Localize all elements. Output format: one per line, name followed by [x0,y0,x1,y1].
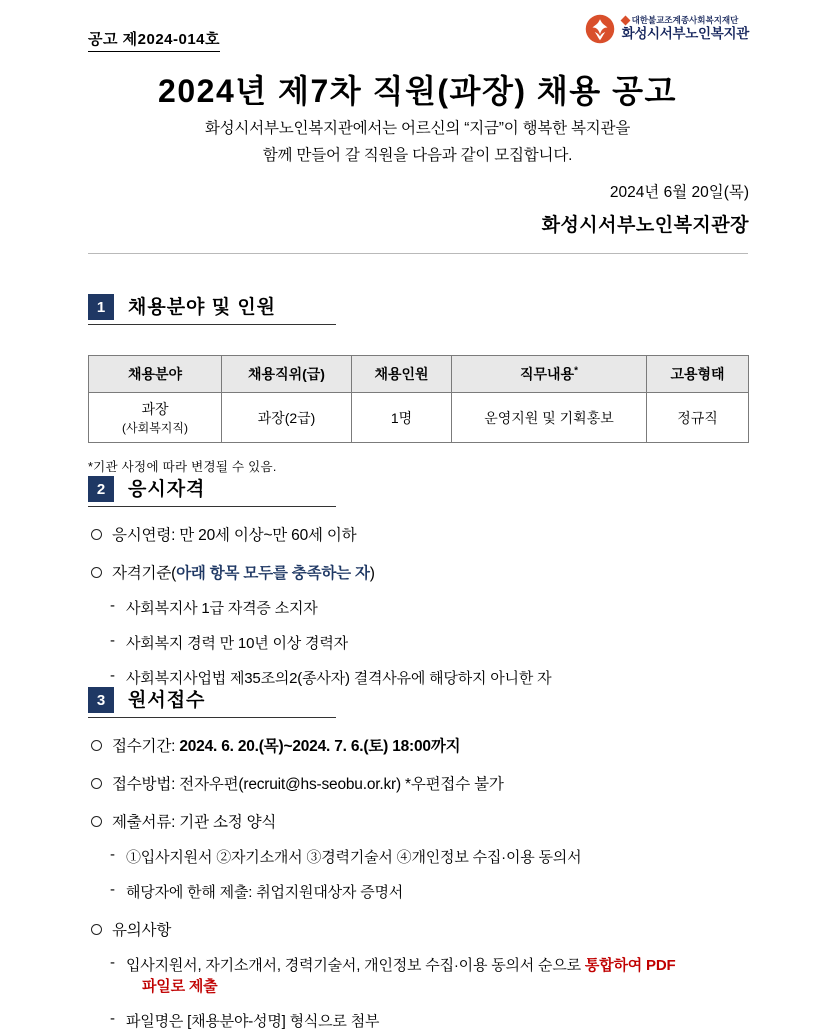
list-item: - 사회복지사업법 제35조의2(종사자) 결격사유에 해당하지 아니한 자 [88,667,788,688]
foundation-name: 대한불교조계종사회복지재단 [631,15,739,26]
section-qualifications [88,474,788,688]
announcement-date: 2024년 6월 20일(목) [609,184,749,201]
col-header-employment: 고용형태 [647,356,749,393]
cell-field-line1: 과장 [141,401,169,417]
section-1-number: 1 [88,294,114,320]
cell-duty: 운영지원 및 기획홍보 [452,393,647,443]
signatory: 화성시서부노인복지관장 [541,215,749,236]
section-3-number: 3 [88,687,114,713]
notice-text-1: 입사지원서, 자기소개서, 경력기술서, 개인정보 수집·이용 동의서 순으로 [126,957,585,974]
list-item [88,734,788,756]
list-item: 유의사항 [88,918,788,940]
subtitle-line-2: 함께 만들어 갈 직원을 다음과 같이 모집합니다. [262,147,573,164]
col-header-position: 채용직위(급) [222,356,352,393]
list-item: - 해당자에 한해 제출: 취업지원대상자 증명서 [88,881,788,902]
list-item [88,561,788,583]
foundation-name-row [622,15,749,26]
application-period-label: 접수기간: [112,738,180,755]
list-item: - 사회복지사 1급 자격증 소지자 [88,597,788,618]
list-item: - ①입사지원서 ②자기소개서 ③경력기술서 ④개인정보 수집·이용 동의서 [88,846,788,867]
application-list [88,734,788,1031]
list-item: 제출서류: 기관 소정 양식 [88,810,788,832]
qualification-criteria-highlight: 아래 항목 모두를 충족하는 자 [176,565,370,582]
subtitle-line-1: 화성시서부노인복지관에서는 어르신의 “지금”이 행복한 복지관을 [204,120,631,137]
list-item [88,954,788,996]
list-item: - 파일명은 [채용분야-성명] 형식으로 첨부 [88,1010,788,1031]
header-divider [88,253,748,254]
qualification-list [88,523,788,688]
table-header-row [89,356,749,393]
qualification-criteria-suffix: ) [369,565,375,582]
section-2-title: 응시자격 [128,479,206,500]
cell-employment: 정규직 [647,393,749,443]
section-1-heading [88,292,336,325]
section-application [88,685,788,1031]
list-item: - 사회복지 경력 만 10년 이상 경력자 [88,632,788,653]
diamond-bullet-icon [620,16,630,26]
recruitment-table [88,355,749,443]
col-header-field: 채용분야 [89,356,222,393]
cell-position: 과장(2급) [222,393,352,443]
section-2-number: 2 [88,476,114,502]
notice-text-1-highlight: 통합하여 PDF [584,957,676,974]
page-title: 2024년 제7차 직원(과장) 채용 공고 [158,73,677,109]
center-name: 화성시서부노인복지관 [621,25,749,41]
table-row [89,393,749,443]
document-number: 공고 제2024-014호 [88,28,220,52]
cell-field [89,393,222,443]
cell-field-line2: (사회복지직) [122,421,188,435]
col-header-count: 채용인원 [352,356,452,393]
cell-count: 1명 [352,393,452,443]
notice-text-1-highlight-cont: 파일로 제출 [142,978,218,995]
section-3-title: 원서접수 [128,690,206,711]
section-2-heading [88,474,336,507]
qualification-criteria-prefix: 자격기준( [112,565,177,582]
section-3-heading [88,685,336,718]
col-header-duty-label: 직무내용 [519,366,575,382]
temple-flame-logo-icon [585,14,615,44]
section-recruitment-field [88,292,749,475]
col-header-duty-asterisk: * [574,365,578,377]
organization-logo [585,14,749,44]
table-footnote: *기관 사정에 따라 변경될 수 있음. [88,460,277,474]
list-item: 접수방법: 전자우편(recruit@hs-seobu.or.kr) *우편접수 불가 [88,772,788,794]
list-item: 응시연령: 만 20세 이상~만 60세 이하 [88,523,788,545]
section-1-title: 채용분야 및 인원 [128,297,277,318]
col-header-duty [452,356,647,393]
application-period-value: 2024. 6. 20.(목)~2024. 7. 6.(토) 18:00까지 [179,738,461,755]
